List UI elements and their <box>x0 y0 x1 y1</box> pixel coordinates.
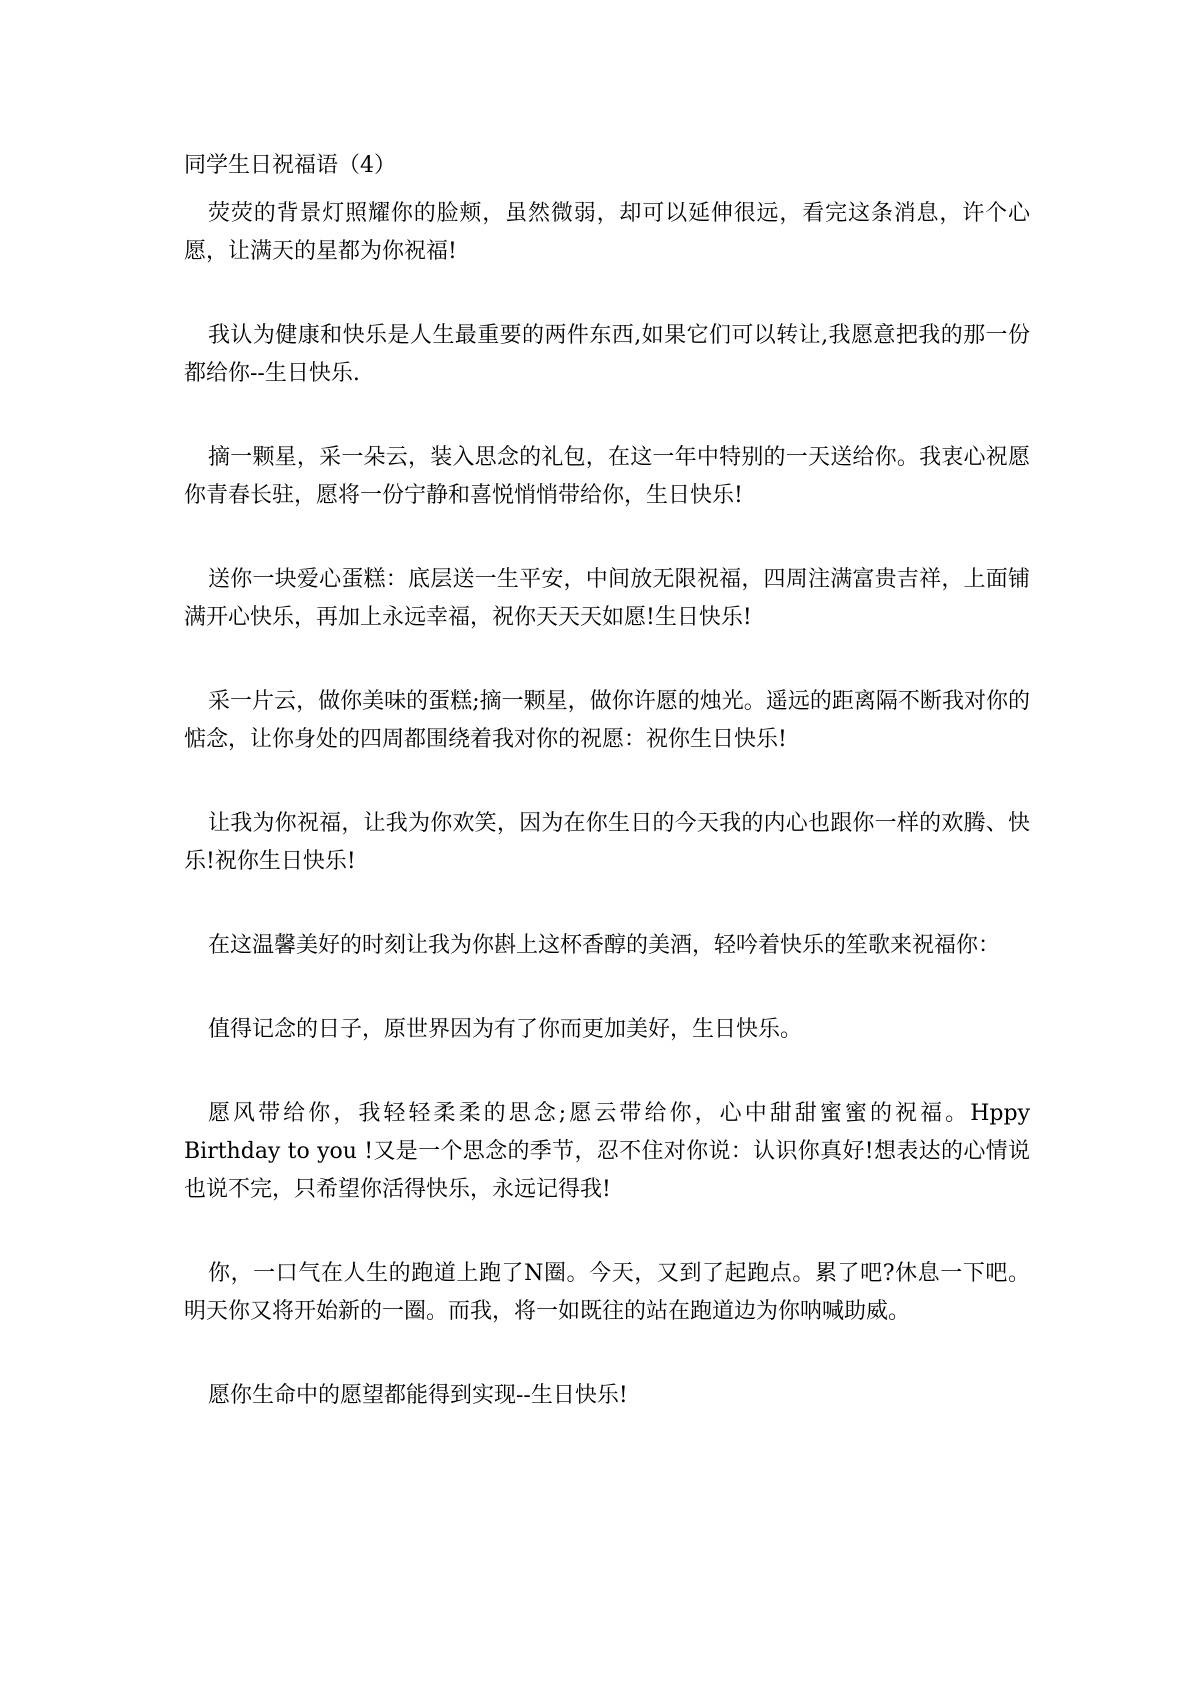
paragraph: 荧荧的背景灯照耀你的脸颊，虽然微弱，却可以延伸很远，看完这条消息，许个心愿，让满天的星都为你祝福! <box>184 201 1030 264</box>
paragraph: 在这温馨美好的时刻让我为你斟上这杯香醇的美酒，轻吟着快乐的笙歌来祝福你： <box>208 933 1001 958</box>
paragraph: 值得记念的日子，原世界因为有了你而更加美好，生日快乐。 <box>208 1017 803 1042</box>
paragraph: 你，一口气在人生的跑道上跑了N圈。今天，又到了起跑点。累了吧?休息一下吧。明天你又将开始新的一圈。而我，将一如既往的站在跑道边为你呐喊助威。 <box>184 1261 1030 1324</box>
paragraph: 我认为健康和快乐是人生最重要的两件东西,如果它们可以转让,我愿意把我的那一份都给你--生日快乐. <box>184 323 1030 386</box>
paragraph: 让我为你祝福，让我为你欢笑，因为在你生日的今天我的内心也跟你一样的欢腾、快乐!祝你生日快乐! <box>184 811 1030 874</box>
document-body <box>184 147 1030 1415</box>
paragraph: 愿风带给你，我轻轻柔柔的思念;愿云带给你，心中甜甜蜜蜜的祝福。Hppy Birthday to you !又是一个思念的季节，忍不住对你说：认识你真好!想表达的心情说也说不完，只希望你活得快乐，永远记得我! <box>184 1101 1030 1202</box>
paragraph: 摘一颗星，采一朵云，装入思念的礼包，在这一年中特别的一天送给你。我衷心祝愿你青春长驻，愿将一份宁静和喜悦悄悄带给你，生日快乐! <box>184 445 1030 508</box>
paragraph: 愿你生命中的愿望都能得到实现--生日快乐! <box>208 1383 628 1408</box>
paragraph: 采一片云，做你美味的蛋糕;摘一颗星，做你许愿的烛光。遥远的距离隔不断我对你的惦念，让你身处的四周都围绕着我对你的祝愿：祝你生日快乐! <box>184 689 1030 752</box>
paragraph: 送你一块爱心蛋糕：底层送一生平安，中间放无限祝福，四周注满富贵吉祥，上面铺满开心快乐，再加上永远幸福，祝你天天天如愿!生日快乐! <box>184 567 1030 630</box>
document-title: 同学生日祝福语（4） <box>184 153 396 178</box>
